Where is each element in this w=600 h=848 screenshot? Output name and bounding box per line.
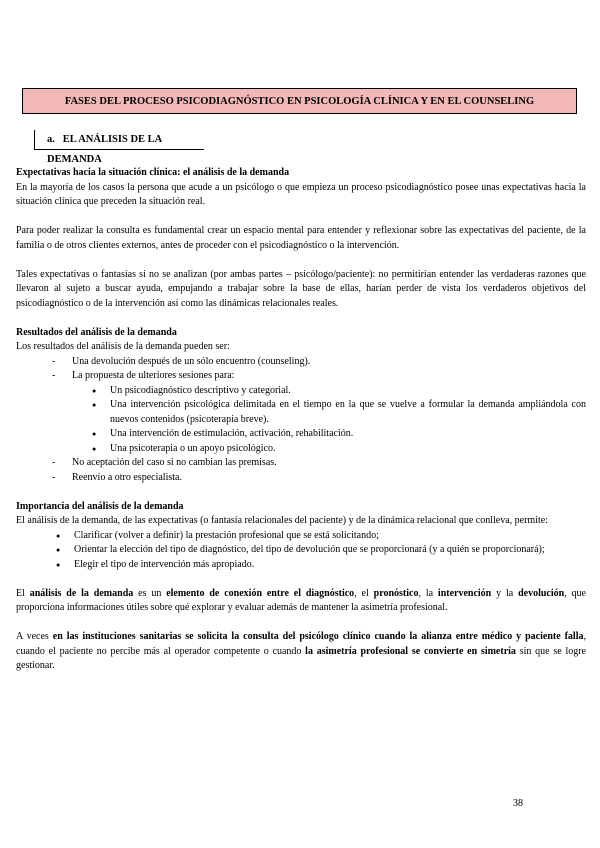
bold-run: elemento de conexión entre el diagnóstico xyxy=(166,587,355,599)
sub-list-item: ● Una intervención de estimulación, activación, rehabilitación. xyxy=(72,427,586,442)
section-letter: a. xyxy=(47,134,55,145)
list-item: - Una devolución después de un sólo encuentro (counseling). xyxy=(16,355,586,370)
section-heading-text: EL ANÁLISIS DE LA DEMANDA xyxy=(47,134,162,165)
list-item: - Reenvío a otro especialista. xyxy=(16,471,586,486)
text-run: , cuando el paciente no percibe más al operador competente o cuando xyxy=(16,631,586,657)
results-intro: Los resultados del análisis de la demanda pueden ser: xyxy=(16,341,230,352)
expectations-heading: Expectativas hacia la situación clínica: el análisis de la demanda xyxy=(16,167,290,178)
text-run: , el xyxy=(354,587,374,599)
list-item xyxy=(16,369,586,456)
institutions-paragraph xyxy=(16,630,586,674)
text-run: y la xyxy=(491,587,519,599)
bold-run: en las instituciones sanitarias se solicita la consulta del psicólogo clínico cuando la alianza entre médico y paciente falla xyxy=(52,631,584,642)
expectations-paragraph-1: En la mayoría de los casos la persona que acude a un psicólogo o que empieza un proceso psicodiagnóstico posee unas expectativas hacia la situación clínica que preceden la situación real. xyxy=(16,181,586,207)
text-run: sin que se logre gestionar. xyxy=(16,645,586,671)
list-item-text: La propuesta de ulteriores sesiones para: xyxy=(72,370,235,381)
sub-list xyxy=(72,384,586,457)
text-run: El xyxy=(16,587,30,599)
text-run: , que proporciona informaciones útiles sobre qué explorar y evaluar además de mantener la asimetría profesional. xyxy=(16,587,586,613)
expectations-paragraph-2: Para poder realizar la consulta es fundamental crear un espacio mental para entender y reflexionar sobre las expectativas del paciente, de la familia o de otros clientes externos, antes de proceder con el psicodiagnóstico o la intervención. xyxy=(16,225,586,251)
bold-run: análisis de la demanda xyxy=(29,587,134,599)
document-title xyxy=(22,88,577,114)
results-heading: Resultados del análisis de la demanda xyxy=(16,326,177,338)
text-run: A veces xyxy=(16,631,53,642)
importance-list xyxy=(16,529,586,573)
sub-list-item: ● Un psicodiagnóstico descriptivo y categorial. xyxy=(72,384,586,399)
section-heading xyxy=(34,130,204,165)
bold-run: devolución xyxy=(518,587,565,599)
sub-list-item: ● Una psicoterapia o un apoyo psicológico. xyxy=(72,442,586,457)
text-run: , la xyxy=(418,587,438,599)
list-item: ● Clarificar (volver a definir) la prestación profesional que se está solicitando; xyxy=(16,529,586,544)
list-item: - No aceptación del caso si no cambian las premisas. xyxy=(16,456,586,471)
bold-run: intervención xyxy=(437,587,492,599)
sub-list-item: ● Una intervención psicológica delimitada en el tiempo en la que se vuelve a formular la demanda ampliándola con nuevos contenidos (psicoterapia breve). xyxy=(72,398,586,427)
document-title-text: FASES DEL PROCESO PSICODIAGNÓSTICO EN PSICOLOGÍA CLÍNICA Y EN EL COUNSELING xyxy=(64,95,535,107)
bold-run: pronóstico xyxy=(373,587,419,599)
expectations-paragraph-3: Tales expectativas o fantasías si no se analizan (por ambas partes – psicólogo/paciente): no permitirían entender las verdaderas razones que llevaron al sujeto a buscar ayuda, empujando a trabajar sobre la base de ellas, harían perder de vista los verdaderos objetivos del psicodiagnóstico o de la intervención así como las dinámicas relacionales reales. xyxy=(16,268,586,309)
importance-heading: Importancia del análisis de la demanda xyxy=(16,500,184,512)
results-list xyxy=(16,355,586,486)
list-item: ● Orientar la elección del tipo de diagnóstico, del tipo de devolución que se proporcionará (y a quién se proporcionará); xyxy=(16,543,586,558)
bold-run: la asimetría profesional se convierte en simetría xyxy=(305,645,516,657)
page-number: 38 xyxy=(513,798,523,809)
connection-paragraph xyxy=(16,587,586,616)
list-item: ● Elegir el tipo de intervención más apropiado. xyxy=(16,558,586,573)
importance-intro: El análisis de la demanda, de las expectativas (o fantasía relacionales del paciente) y de la dinámica relacional que conlleva, permite: xyxy=(16,515,548,526)
text-run: es un xyxy=(133,587,167,599)
document-body xyxy=(16,166,586,674)
